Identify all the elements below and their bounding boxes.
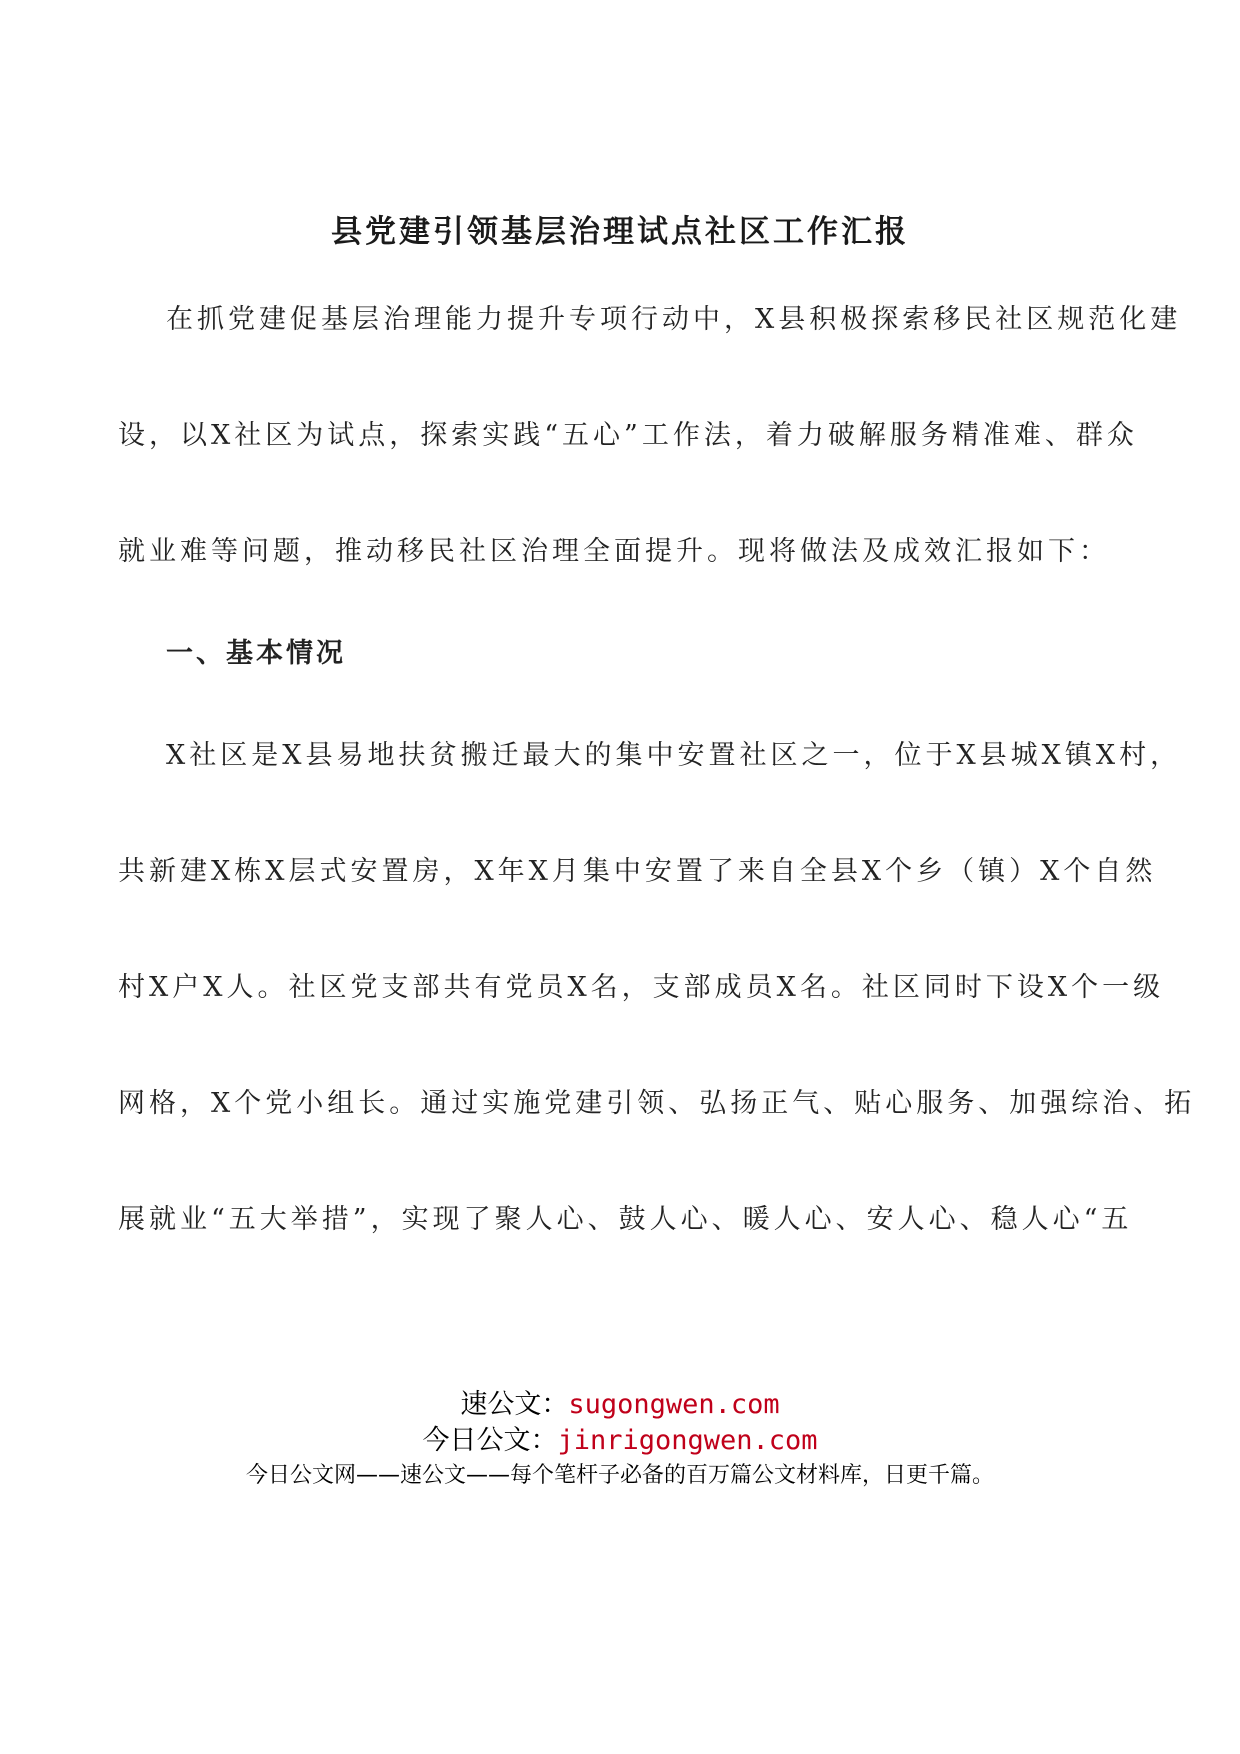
- footer-label-1: 速公文：: [460, 1389, 569, 1420]
- intro-line-2: 设，以X社区为试点，探索实践“五心”工作法，着力破解服务精准难、群众: [118, 420, 1138, 451]
- footer-label-2: 今日公文：: [422, 1425, 558, 1456]
- footer-tagline: 今日公文网——速公文——每个笔杆子必备的百万篇公文材料库，日更千篇。: [245, 1463, 994, 1488]
- section-line-4: 网格，X个党小组长。通过实施党建引领、弘扬正气、贴心服务、加强综治、拓: [118, 1088, 1196, 1119]
- section-line-1: X社区是X县易地扶贫搬迁最大的集中安置社区之一，位于X县城X镇X村，: [166, 740, 1182, 771]
- footer-line-sugongwen: [0, 1382, 1240, 1421]
- footer-line-jinrigongwen: [0, 1418, 1240, 1457]
- section-line-2: 共新建X栋X层式安置房，X年X月集中安置了来自全县X个乡（镇）X个自然: [118, 856, 1157, 887]
- section-line-3: 村X户X人。社区党支部共有党员X名，支部成员X名。社区同时下设X个一级: [118, 972, 1165, 1003]
- intro-line-1: 在抓党建促基层治理能力提升专项行动中，X县积极探索移民社区规范化建: [166, 304, 1182, 335]
- document-title: 县党建引领基层治理试点社区工作汇报: [331, 214, 909, 250]
- footer-link-sugongwen[interactable]: sugongwen.com: [568, 1389, 780, 1420]
- section-heading: 一、基本情况: [166, 638, 346, 669]
- section-line-5: 展就业“五大举措”，实现了聚人心、鼓人心、暖人心、安人心、稳人心“五: [118, 1204, 1133, 1235]
- footer-link-jinrigongwen[interactable]: jinrigongwen.com: [557, 1425, 818, 1456]
- intro-line-3: 就业难等问题，推动移民社区治理全面提升。现将做法及成效汇报如下：: [118, 536, 1110, 567]
